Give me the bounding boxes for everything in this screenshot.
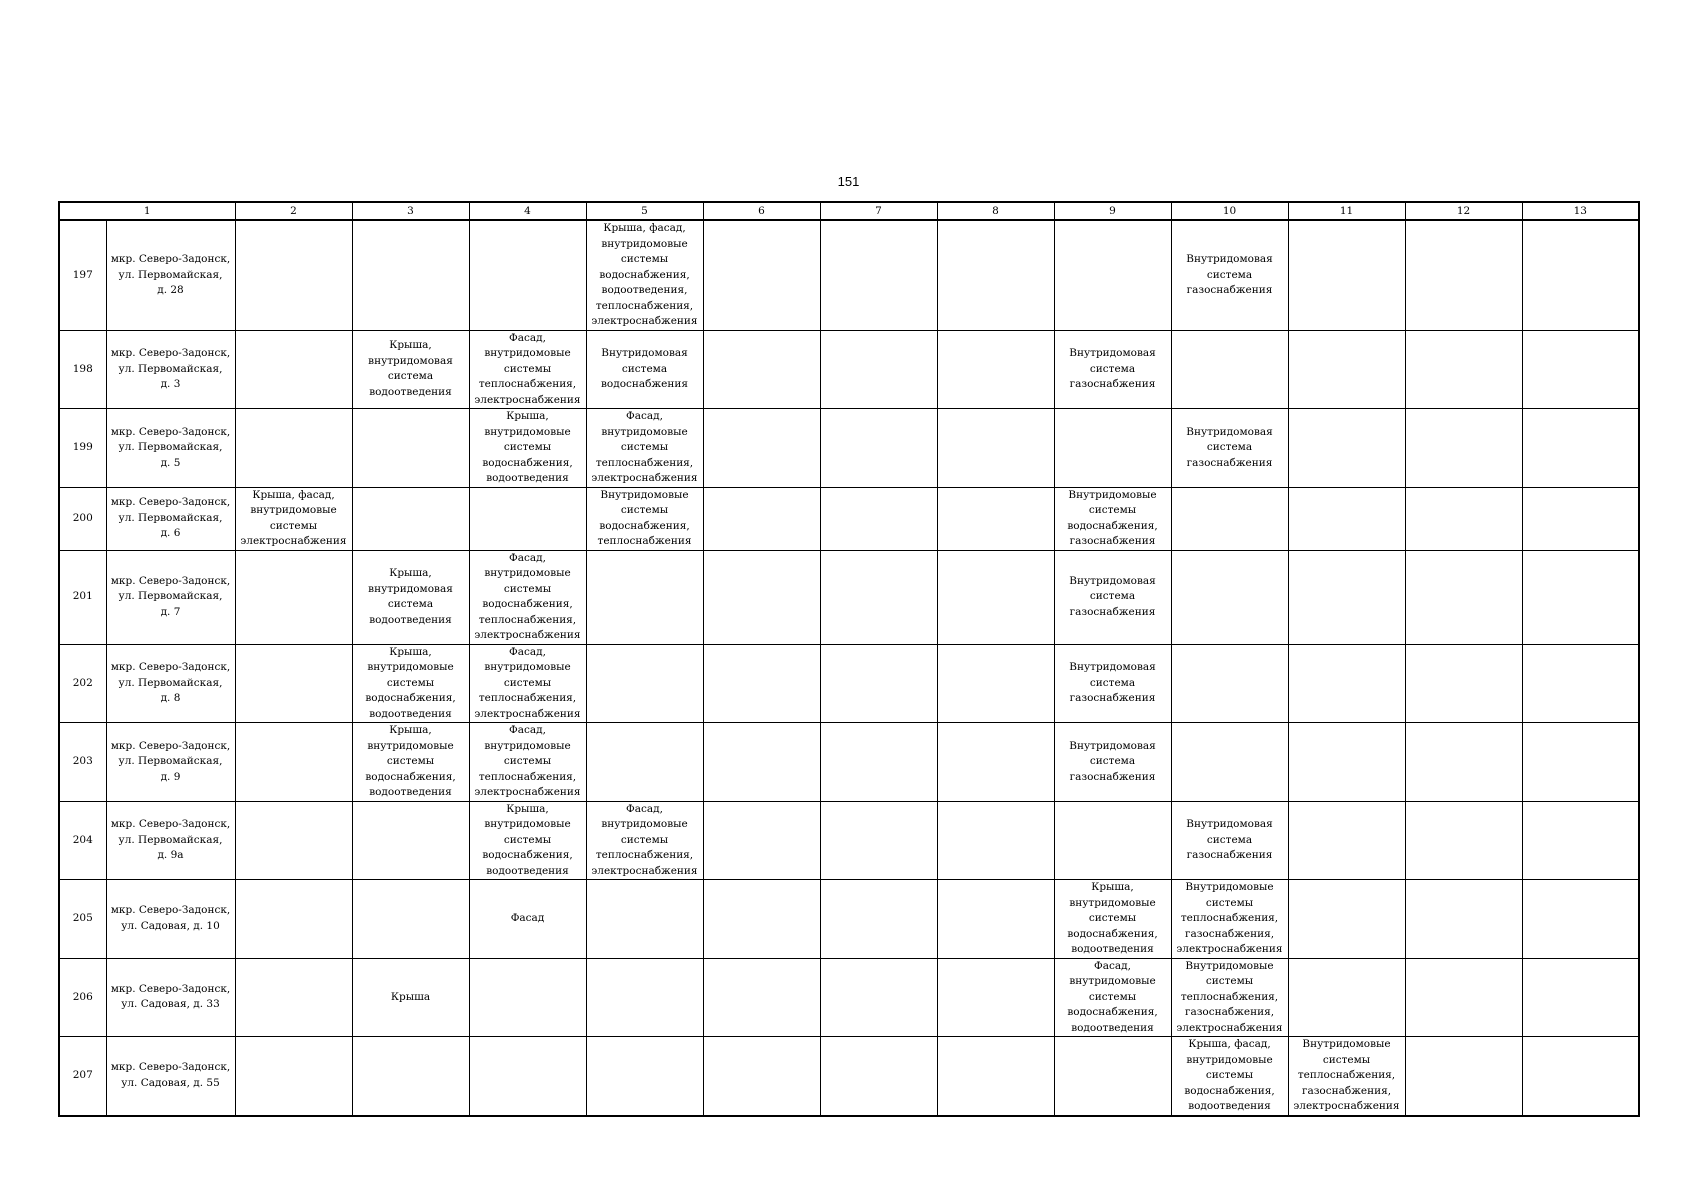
cell-col-10: Внутридомовая система газоснабжения [1171,801,1288,880]
header-col-4: 4 [469,202,586,220]
cell-col-5: Фасад, внутридомовые системы теплоснабжения, электроснабжения [586,801,703,880]
cell-col-4 [469,1037,586,1116]
cell-col-4 [469,958,586,1037]
cell-col-7 [820,550,937,644]
table-row [59,880,1639,959]
cell-col-3 [352,801,469,880]
cell-col-10: Внутридомовая система газоснабжения [1171,409,1288,488]
cell-col-12 [1405,880,1522,959]
cell-col-9 [1054,801,1171,880]
header-col-2: 2 [235,202,352,220]
cell-col-2 [235,330,352,409]
table-row [59,550,1639,644]
cell-col-6 [703,487,820,550]
cell-col-3: Крыша [352,958,469,1037]
cell-col-10: Крыша, фасад, внутридомовые системы водоснабжения, водоотведения [1171,1037,1288,1116]
cell-col-13 [1522,801,1639,880]
cell-col-8 [937,644,1054,723]
cell-col-5: Внутридомовые системы водоснабжения, теплоснабжения [586,487,703,550]
table-row [59,958,1639,1037]
cell-col-5 [586,550,703,644]
cell-col-10: Внутридомовая система газоснабжения [1171,220,1288,330]
cell-col-2 [235,880,352,959]
header-col-11: 11 [1288,202,1405,220]
cell-col-7 [820,801,937,880]
cell-col-7 [820,723,937,802]
cell-col-3: Крыша, внутридомовые системы водоснабжения, водоотведения [352,723,469,802]
cell-col-13 [1522,958,1639,1037]
row-address: мкр. Северо-Задонск, ул. Первомайская, д. 9а [106,801,235,880]
cell-col-11 [1288,644,1405,723]
cell-col-12 [1405,220,1522,330]
cell-col-9: Внутридомовая система газоснабжения [1054,644,1171,723]
cell-col-11 [1288,220,1405,330]
cell-col-2 [235,644,352,723]
cell-col-4: Фасад, внутридомовые системы теплоснабжения, электроснабжения [469,644,586,723]
cell-col-4: Фасад, внутридомовые системы теплоснабжения, электроснабжения [469,330,586,409]
cell-col-8 [937,1037,1054,1116]
cell-col-5 [586,644,703,723]
cell-col-6 [703,1037,820,1116]
cell-col-4: Крыша, внутридомовые системы водоснабжения, водоотведения [469,801,586,880]
cell-col-5: Внутридомовая система водоснабжения [586,330,703,409]
header-col-7: 7 [820,202,937,220]
row-address: мкр. Северо-Задонск, ул. Первомайская, д. 3 [106,330,235,409]
cell-col-9 [1054,409,1171,488]
cell-col-2 [235,801,352,880]
cell-col-13 [1522,1037,1639,1116]
page-number: 151 [837,174,860,189]
cell-col-7 [820,409,937,488]
cell-col-4: Крыша, внутридомовые системы водоснабжения, водоотведения [469,409,586,488]
cell-col-11 [1288,487,1405,550]
cell-col-13 [1522,644,1639,723]
row-number: 206 [59,958,106,1037]
cell-col-3 [352,487,469,550]
cell-col-13 [1522,550,1639,644]
table-row [59,409,1639,488]
row-number: 203 [59,723,106,802]
row-address: мкр. Северо-Задонск, ул. Первомайская, д. 28 [106,220,235,330]
cell-col-8 [937,220,1054,330]
cell-col-5 [586,1037,703,1116]
cell-col-11 [1288,330,1405,409]
cell-col-9: Внутридомовые системы водоснабжения, газоснабжения [1054,487,1171,550]
row-address: мкр. Северо-Задонск, ул. Первомайская, д. 7 [106,550,235,644]
cell-col-4 [469,487,586,550]
repair-schedule-table [58,201,1640,1117]
cell-col-2 [235,409,352,488]
cell-col-8 [937,723,1054,802]
table-row [59,220,1639,330]
cell-col-2 [235,958,352,1037]
row-address: мкр. Северо-Задонск, ул. Садовая, д. 55 [106,1037,235,1116]
cell-col-8 [937,409,1054,488]
cell-col-11 [1288,550,1405,644]
row-number: 200 [59,487,106,550]
cell-col-10 [1171,330,1288,409]
header-col-8: 8 [937,202,1054,220]
cell-col-3: Крыша, внутридомовая система водоотведения [352,550,469,644]
cell-col-3 [352,880,469,959]
cell-col-2 [235,550,352,644]
cell-col-6 [703,550,820,644]
table-row [59,801,1639,880]
cell-col-4 [469,220,586,330]
cell-col-9: Внутридомовая система газоснабжения [1054,550,1171,644]
cell-col-8 [937,550,1054,644]
cell-col-6 [703,723,820,802]
cell-col-5: Крыша, фасад, внутридомовые системы водоснабжения, водоотведения, теплоснабжения, электроснабжения [586,220,703,330]
row-address: мкр. Северо-Задонск, ул. Первомайская, д. 8 [106,644,235,723]
cell-col-2 [235,723,352,802]
cell-col-7 [820,1037,937,1116]
cell-col-6 [703,220,820,330]
cell-col-9: Внутридомовая система газоснабжения [1054,330,1171,409]
cell-col-11: Внутридомовые системы теплоснабжения, газоснабжения, электроснабжения [1288,1037,1405,1116]
cell-col-12 [1405,723,1522,802]
cell-col-8 [937,487,1054,550]
cell-col-5: Фасад, внутридомовые системы теплоснабжения, электроснабжения [586,409,703,488]
row-number: 197 [59,220,106,330]
cell-col-3: Крыша, внутридомовая система водоотведения [352,330,469,409]
cell-col-10 [1171,644,1288,723]
cell-col-13 [1522,409,1639,488]
cell-col-3 [352,409,469,488]
row-number: 202 [59,644,106,723]
header-col-6: 6 [703,202,820,220]
cell-col-10: Внутридомовые системы теплоснабжения, газоснабжения, электроснабжения [1171,880,1288,959]
header-col-3: 3 [352,202,469,220]
header-col-5: 5 [586,202,703,220]
cell-col-12 [1405,1037,1522,1116]
cell-col-11 [1288,409,1405,488]
header-col-13: 13 [1522,202,1639,220]
row-number: 207 [59,1037,106,1116]
cell-col-12 [1405,487,1522,550]
row-address: мкр. Северо-Задонск, ул. Первомайская, д. 9 [106,723,235,802]
cell-col-13 [1522,880,1639,959]
cell-col-4: Фасад, внутридомовые системы водоснабжения, теплоснабжения, электроснабжения [469,550,586,644]
table-row [59,723,1639,802]
table-row [59,330,1639,409]
table-row [59,487,1639,550]
cell-col-9: Внутридомовая система газоснабжения [1054,723,1171,802]
cell-col-13 [1522,487,1639,550]
cell-col-6 [703,801,820,880]
cell-col-13 [1522,723,1639,802]
cell-col-11 [1288,801,1405,880]
row-number: 201 [59,550,106,644]
cell-col-12 [1405,409,1522,488]
cell-col-6 [703,330,820,409]
cell-col-12 [1405,330,1522,409]
cell-col-7 [820,487,937,550]
cell-col-2 [235,1037,352,1116]
cell-col-12 [1405,644,1522,723]
cell-col-3: Крыша, внутридомовые системы водоснабжения, водоотведения [352,644,469,723]
cell-col-8 [937,958,1054,1037]
cell-col-3 [352,1037,469,1116]
cell-col-8 [937,880,1054,959]
row-number: 205 [59,880,106,959]
cell-col-13 [1522,220,1639,330]
table-row [59,644,1639,723]
cell-col-12 [1405,958,1522,1037]
cell-col-6 [703,644,820,723]
cell-col-9: Крыша, внутридомовые системы водоснабжения, водоотведения [1054,880,1171,959]
cell-col-10 [1171,550,1288,644]
cell-col-9 [1054,1037,1171,1116]
cell-col-12 [1405,801,1522,880]
header-col-1: 1 [59,202,235,220]
cell-col-7 [820,330,937,409]
row-number: 198 [59,330,106,409]
cell-col-8 [937,801,1054,880]
cell-col-2 [235,220,352,330]
cell-col-6 [703,958,820,1037]
header-col-10: 10 [1171,202,1288,220]
cell-col-11 [1288,723,1405,802]
row-address: мкр. Северо-Задонск, ул. Первомайская, д. 6 [106,487,235,550]
row-address: мкр. Северо-Задонск, ул. Первомайская, д. 5 [106,409,235,488]
cell-col-8 [937,330,1054,409]
cell-col-12 [1405,550,1522,644]
cell-col-10 [1171,723,1288,802]
cell-col-4: Фасад, внутридомовые системы теплоснабжения, электроснабжения [469,723,586,802]
cell-col-11 [1288,958,1405,1037]
cell-col-11 [1288,880,1405,959]
cell-col-9: Фасад, внутридомовые системы водоснабжения, водоотведения [1054,958,1171,1037]
cell-col-4: Фасад [469,880,586,959]
cell-col-7 [820,644,937,723]
cell-col-3 [352,220,469,330]
cell-col-5 [586,723,703,802]
row-number: 204 [59,801,106,880]
cell-col-13 [1522,330,1639,409]
cell-col-6 [703,880,820,959]
table-row [59,1037,1639,1116]
header-col-9: 9 [1054,202,1171,220]
cell-col-7 [820,958,937,1037]
header-row [59,202,1639,220]
cell-col-6 [703,409,820,488]
cell-col-9 [1054,220,1171,330]
cell-col-10: Внутридомовые системы теплоснабжения, газоснабжения, электроснабжения [1171,958,1288,1037]
row-address: мкр. Северо-Задонск, ул. Садовая, д. 33 [106,958,235,1037]
cell-col-5 [586,880,703,959]
cell-col-2: Крыша, фасад, внутридомовые системы электроснабжения [235,487,352,550]
row-number: 199 [59,409,106,488]
cell-col-7 [820,880,937,959]
row-address: мкр. Северо-Задонск, ул. Садовая, д. 10 [106,880,235,959]
cell-col-7 [820,220,937,330]
cell-col-5 [586,958,703,1037]
header-col-12: 12 [1405,202,1522,220]
cell-col-10 [1171,487,1288,550]
